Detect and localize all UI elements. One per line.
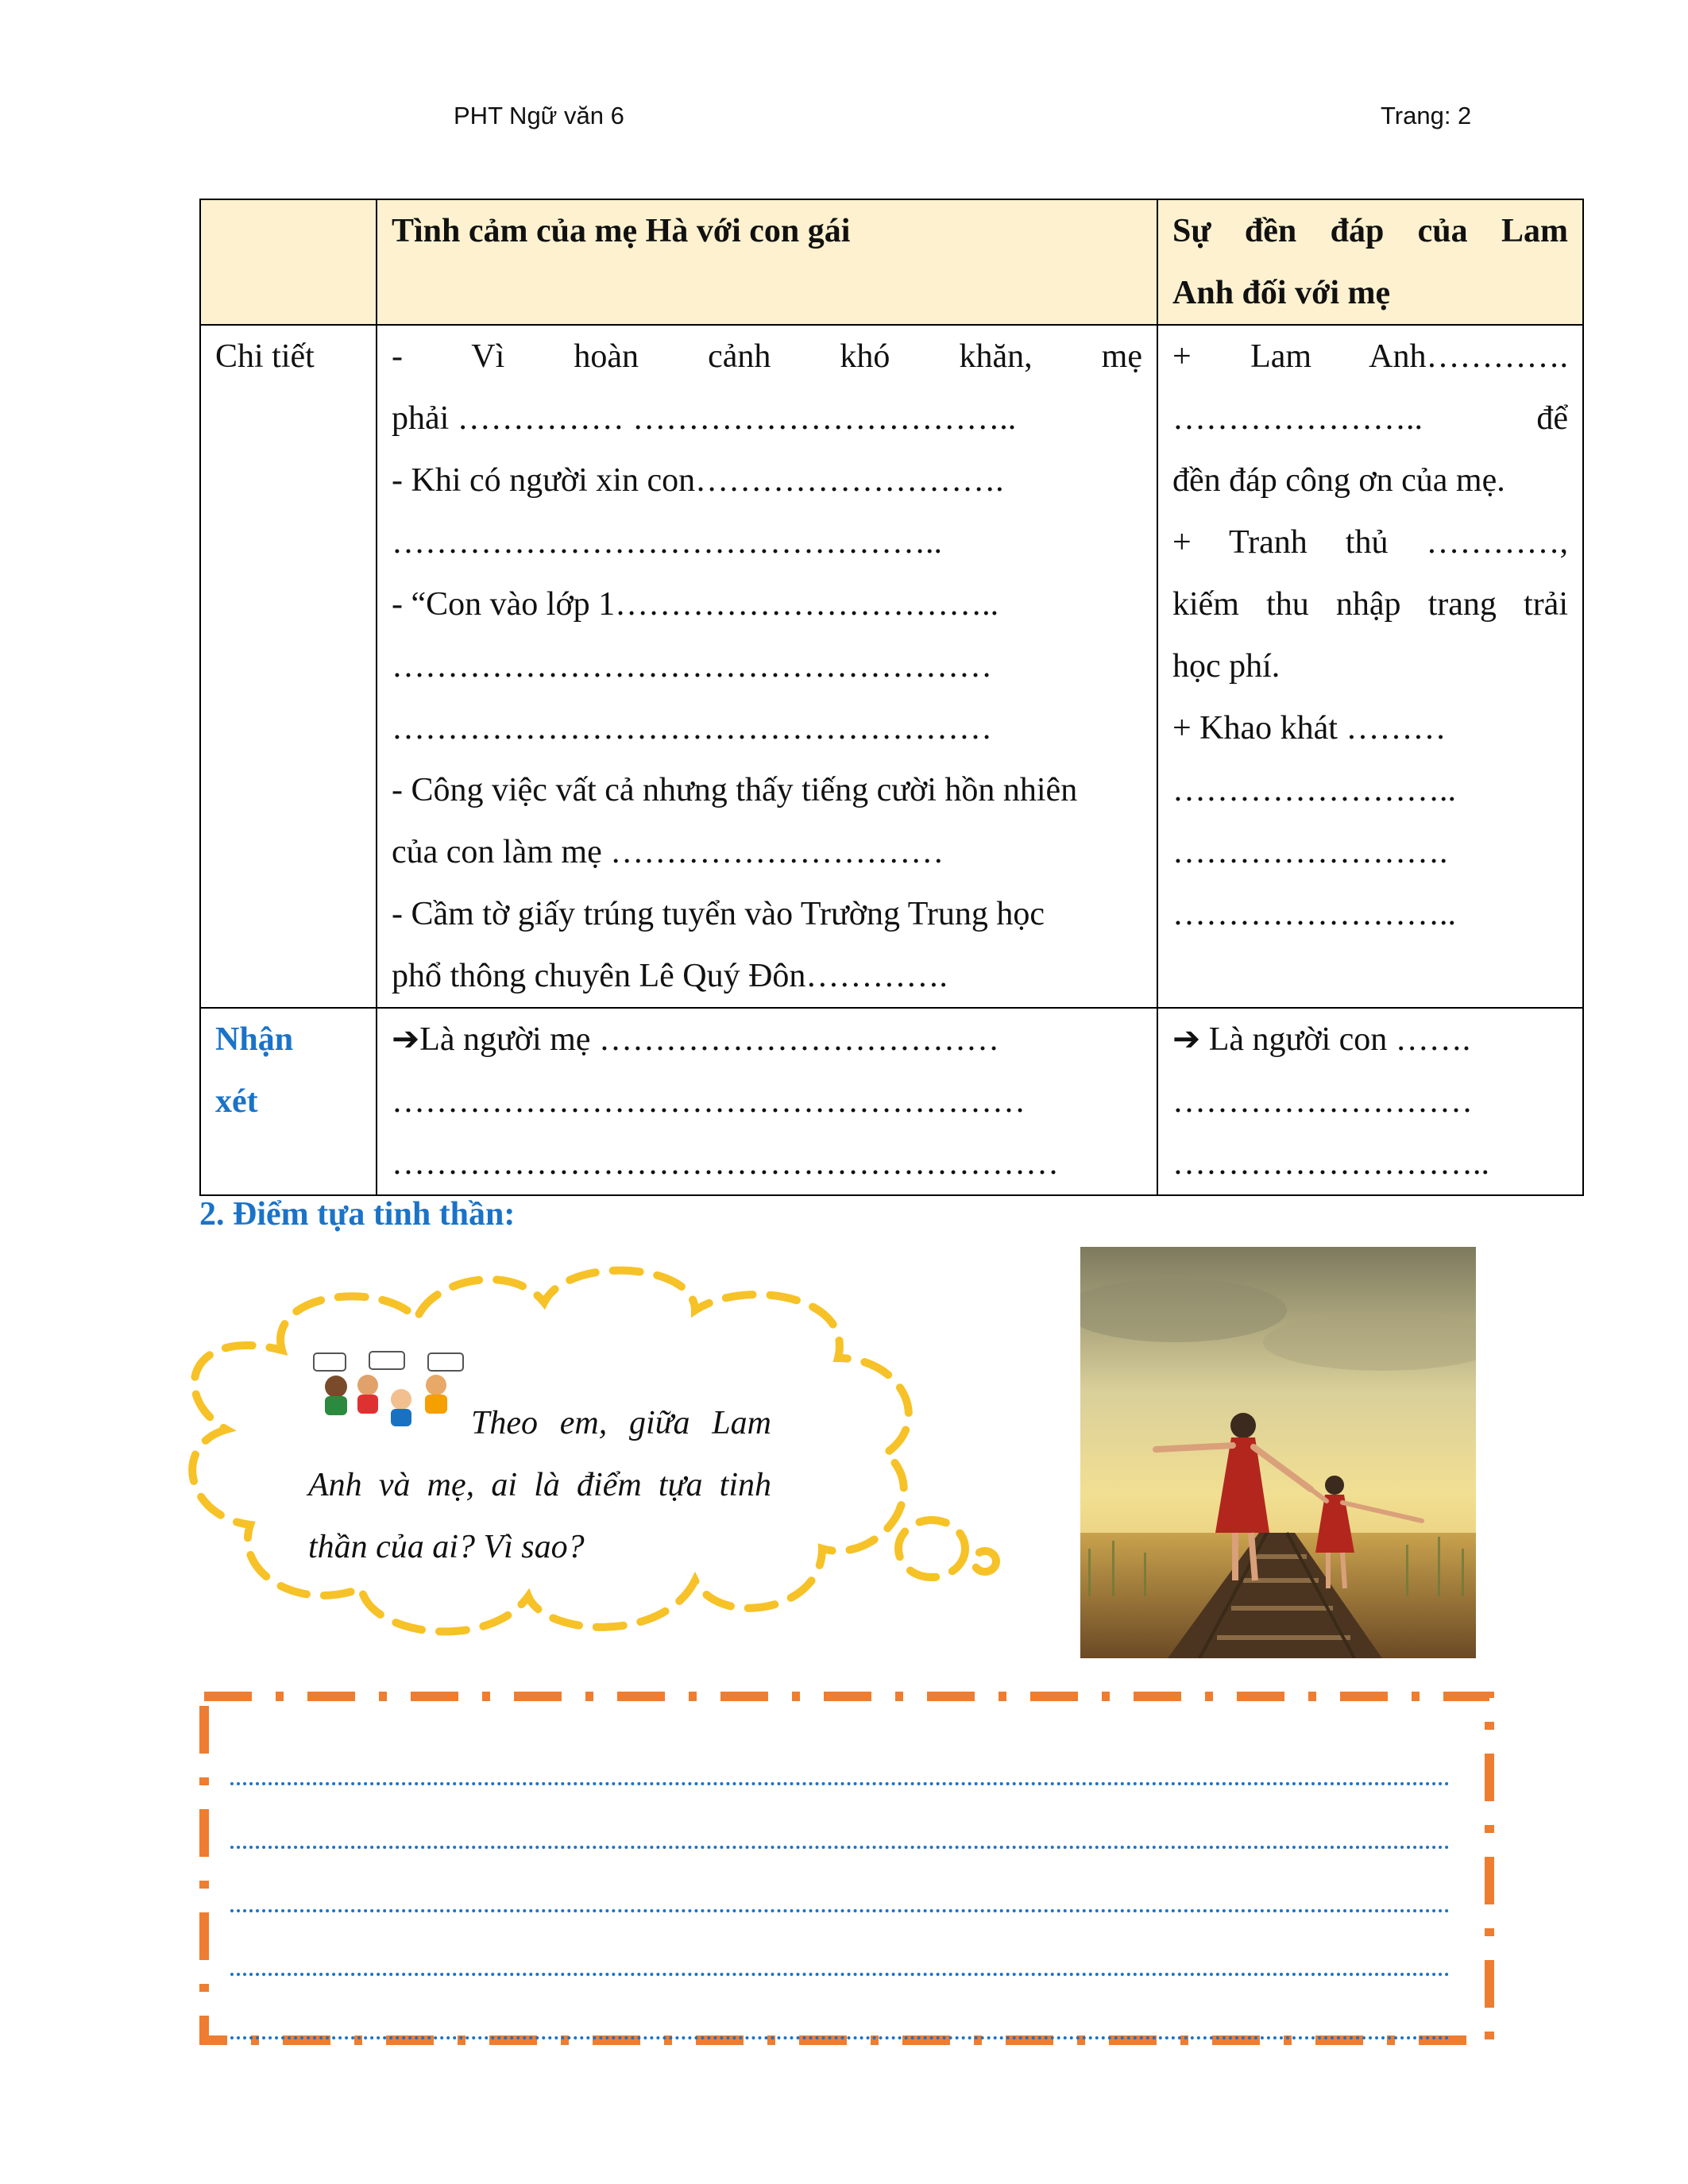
answer-line[interactable]	[230, 1849, 1450, 1912]
list-item: của con làm mẹ …………………………	[392, 834, 944, 870]
header-mother-feelings: Tình cảm của mẹ Hà với con gái	[377, 199, 1157, 325]
list-item: + Tranh thủ …………,	[1172, 524, 1568, 561]
answer-line[interactable]	[230, 1912, 1450, 1976]
list-item: - Cầm tờ giấy trúng tuyển vào Trường Trung học	[392, 896, 1045, 932]
table-header-row	[200, 199, 1583, 325]
list-item: - Vì hoàn cảnh khó khăn, mẹ	[392, 338, 1142, 375]
list-item: + Khao khát ………	[1172, 710, 1447, 747]
list-item: …………………………………………..	[392, 524, 942, 561]
list-item: ……………………..	[1172, 896, 1456, 932]
mother-details-cell	[377, 325, 1157, 1008]
mother-review-cell	[377, 1008, 1157, 1195]
table-row-review	[200, 1008, 1583, 1195]
list-item: …………………….	[1172, 834, 1448, 870]
list-item: ……………………..	[1172, 772, 1456, 808]
answer-line[interactable]	[230, 1785, 1450, 1849]
right-arrow-icon: ➔	[392, 1021, 420, 1058]
list-item: ➔Là người mẹ ………………………………	[392, 1021, 999, 1058]
list-item: kiếm thu nhập trang trải	[1172, 586, 1568, 623]
list-item: phải …………… ……………………………..	[392, 400, 1017, 437]
list-item: phổ thông chuyên Lê Quý Đôn………….	[392, 958, 948, 994]
header-page-number: Trang: 2	[1381, 102, 1472, 129]
list-item: …………………………………………………	[392, 1083, 1026, 1120]
answer-line[interactable]	[230, 1722, 1450, 1785]
list-item: ………………………..	[1172, 1145, 1489, 1182]
section-title: 2. Điểm tựa tinh thần:	[199, 1196, 516, 1233]
comparison-table	[199, 199, 1584, 1196]
list-item: - “Con vào lớp 1……………………………..	[392, 586, 999, 623]
list-item: ……………………………………………………	[392, 1145, 1059, 1182]
row-label-review: Nhận xét	[200, 1008, 377, 1195]
header-empty-cell	[200, 199, 377, 325]
list-item: ………………………………………………	[392, 648, 992, 685]
list-item: - Công việc vất cả nhưng thấy tiếng cười hồn nhiên	[392, 772, 1078, 808]
header-daughter-repayment: Sự đền đáp của Lam Anh đối với mẹ	[1157, 199, 1583, 325]
answer-line[interactable]	[230, 1976, 1450, 2039]
list-item: + Lam Anh………….	[1172, 338, 1568, 375]
list-item: - Khi có người xin con……………………….	[392, 462, 1004, 499]
daughter-review-cell	[1157, 1008, 1583, 1195]
table-row-details	[200, 325, 1583, 1008]
list-item: ………………………………………………	[392, 710, 992, 747]
header-subject: PHT Ngữ văn 6	[454, 102, 624, 129]
right-arrow-icon: ➔	[1172, 1021, 1201, 1058]
discussion-question: Theo em, giữa Lam Anh và mẹ, ai là điểm tựa tinh thần của ai? Vì sao?	[308, 1405, 771, 1565]
answer-lines	[230, 1722, 1450, 2039]
list-item: ………………………	[1172, 1083, 1473, 1120]
list-item: ………………….. để	[1172, 400, 1568, 437]
list-item: đền đáp công ơn của mẹ.	[1172, 462, 1505, 499]
list-item: học phí.	[1172, 648, 1280, 685]
row-label-details: Chi tiết	[200, 325, 377, 1008]
list-item: ➔ Là người con …….	[1172, 1021, 1471, 1058]
daughter-details-cell	[1157, 325, 1583, 1008]
mother-daughter-railway-illustration	[1080, 1247, 1476, 1658]
